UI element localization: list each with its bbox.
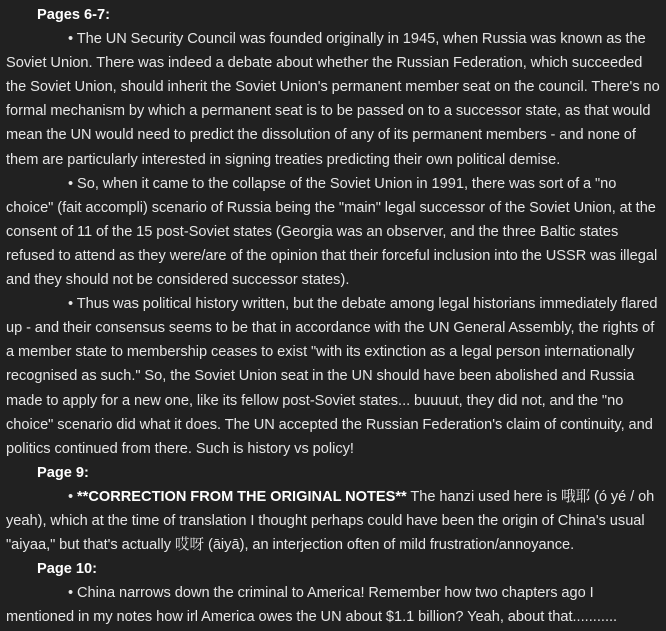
bullet: • [68,488,74,505]
note-text: Thus was political history written, but the debate among legal historians immediately flared up - and their consensus seems to be that in accordance with the UN General Assembly, the rights of a member state to membership ceases to exist "with its extinction as a legal person internationally recognised as such." So, the Soviet Union seat in the UN should have been abolished and Russia made to apply for a new one, like its fellow post-Soviet states... buuuut, they did not, and the "no choice" scenario did what it does. The UN accepted the Russian Federation's claim of continuity, and politics continued from there. Such is history vs policy! [6,296,658,457]
notes-document [6,3,662,629]
bullet: • [68,175,74,192]
correction-paragraph [6,485,662,557]
note-paragraph [6,581,662,629]
section-heading-page-10: Page 10: [37,561,98,578]
note-text: The UN Security Council was founded originally in 1945, when Russia was known as the Soviet Union. There was indeed a debate about whether the Russian Federation, which succeeded the Soviet Union, should inherit the Soviet Union's permanent member seat on the council. There's no formal mechanism by which a permanent seat is to be passed on to a successor state, as that would mean the UN would need to predict the dissolution of any of its permanent members - and none of them are particularly interested in signing treaties predicting their own political demise. [6,31,660,168]
note-text: China narrows down the criminal to America! Remember how two chapters ago I mentioned in my notes how irl America owes the UN about $1.1 billion? Yeah, about that........... [6,585,618,626]
note-paragraph [6,27,662,172]
note-paragraph [6,172,662,292]
note-text: So, when it came to the collapse of the Soviet Union in 1991, there was sort of a "no choice" (fait accompli) scenario of Russia being the "main" legal successor of the Soviet Union, at the consent of 11 of the 15 post-Soviet states (Georgia was an observer, and the three Baltic states refused to attend as they were/are of the opinion that their forceful inclusion into the USSR was illegal and they should not be considered successor states). [6,175,658,289]
bullet: • [68,31,74,48]
section-heading-page-9: Page 9: [37,464,89,481]
bullet: • [68,296,74,313]
bullet: • [68,585,74,602]
section-heading-pages-6-7: Pages 6-7: [37,7,111,23]
correction-text: The hanzi used here is 哦耶 (ó yé / oh yeah), which at the time of translation I thought perhaps could have been the origin of China's usual "aiyaa," but that's actually 哎呀 (āiyā), an interjection often of mild frustration/annoyance. [6,488,655,554]
note-paragraph [6,292,662,461]
correction-label: **CORRECTION FROM THE ORIGINAL NOTES** [76,488,407,505]
